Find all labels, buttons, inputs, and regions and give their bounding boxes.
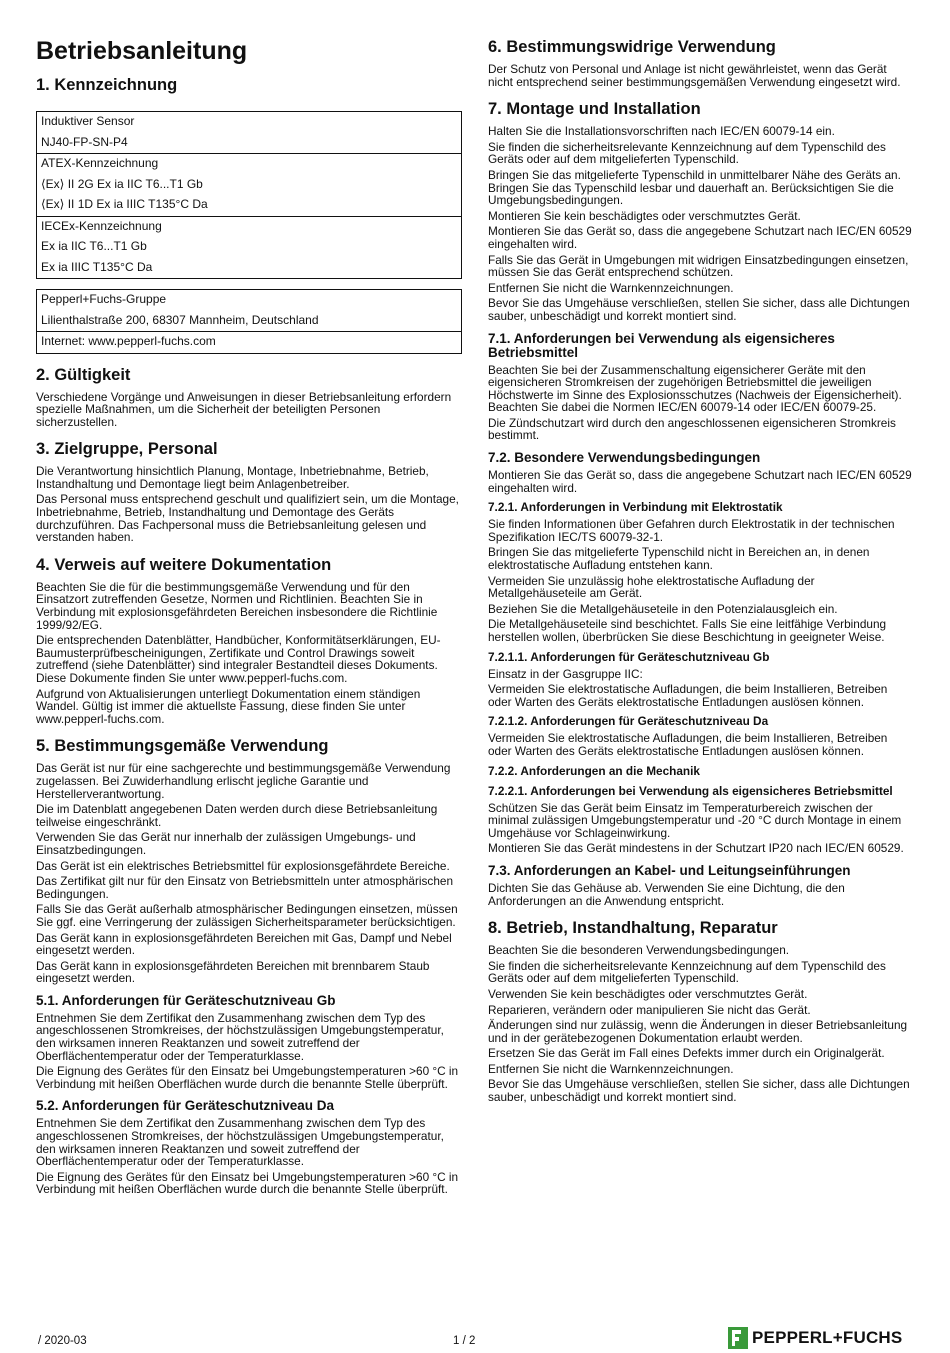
paragraph: Vermeiden Sie elektrostatische Aufladungen, die beim Installieren, Betreiben oder Warten des Geräts elektrostatische Entladungen auslösen können. xyxy=(488,682,888,709)
paragraph: Entnehmen Sie dem Zertifikat den Zusammenhang zwischen dem Typ des angeschlossenen Stromkreises, der höchstzulässigen Umgebungstemperatur, den wirksamen inneren Reaktanzen und soweit zutreffend der Oberflächentemperatur oder der Temperaturklasse. xyxy=(36,1116,444,1169)
heading-1: 1. Kennzeichnung xyxy=(36,76,178,94)
heading-7-2-1: 7.2.1. Anforderungen in Verbindung mit Elektrostatik xyxy=(488,500,783,515)
heading-7-2-1-1: 7.2.1.1. Anforderungen für Geräteschutzniveau Gb xyxy=(488,649,770,664)
table-cell-value: Lilienthalstraße 200, 68307 Mannheim, Deutschland xyxy=(41,312,319,327)
paragraph: Montieren Sie kein beschädigtes oder verschmutztes Gerät. xyxy=(488,208,801,223)
paragraph: Die Metallgehäuseteile sind beschichtet. Falls Sie eine leitfähige Verbindung herstellen wollen, überbrücken Sie diese Beschichtung in geeigneter Weise. xyxy=(488,617,887,644)
table-row xyxy=(37,332,462,354)
paragraph: Die entsprechenden Datenblätter, Handbücher, Konformitätserklärungen, EU-Baumusterprüfbescheinigungen, Zertifikate und Control Drawings soweit zutreffend (siehe Datenblätter) sind integraler Bestandteil dieses Dokuments. Diese Dokumente finden Sie unter www.pepperl-fuchs.com. xyxy=(36,633,441,685)
table-cell-label: Pepperl+Fuchs-Gruppe xyxy=(41,292,167,306)
paragraph: Einsatz in der Gasgruppe IIC: xyxy=(488,666,643,681)
paragraph: Das Personal muss entsprechend geschult und qualifiziert sein, um die Montage, Inbetriebnahme, Betrieb, Instandhaltung und Demontage des Geräts durchzuführen. Das Fachpersonal muss die Betriebsanleitung gelesen und verstanden haben. xyxy=(36,492,459,545)
footer-date: / 2020-03 xyxy=(38,1335,87,1347)
document-title: Betriebsanleitung xyxy=(36,37,248,65)
paragraph: Aufgrund von Aktualisierungen unterliegt Dokumentation einem ständigen Wandel. Gültig ist immer die aktuellste Fassung, diese finden Sie unter www.pepperl-fuchs.com. xyxy=(36,686,421,726)
paragraph: Das Gerät kann in explosionsgefährdeten Bereichen mit Gas, Dampf und Nebel eingesetzt werden. xyxy=(36,930,452,958)
footer-page-number: 1 / 2 xyxy=(453,1335,476,1347)
paragraph: Bevor Sie das Umgehäuse verschließen, stellen Sie sicher, dass alle Dichtungen sauber, unbeschädigt und korrekt montiert sind. xyxy=(488,1077,910,1105)
paragraph: Änderungen sind nur zulässig, wenn die Änderungen in dieser Betriebsanleitung und in der gerätebezogenen Dokumentation erlaubt werden. xyxy=(488,1018,908,1045)
table-row xyxy=(37,154,462,217)
paragraph: Montieren Sie das Gerät so, dass die angegebene Schutzart nach IEC/EN 60529 eingehalten wird. xyxy=(488,468,912,495)
paragraph: Beziehen Sie die Metallgehäuseteile in den Potenzialausgleich ein. xyxy=(488,601,838,616)
heading-7: 7. Montage und Installation xyxy=(488,100,701,119)
paragraph: Montieren Sie das Gerät so, dass die angegebene Schutzart nach IEC/EN 60529 eingehalten wird. xyxy=(488,224,912,251)
table-cell-label: ATEX-Kennzeichnung xyxy=(41,156,159,170)
heading-2: 2. Gültigkeit xyxy=(36,365,131,384)
paragraph: Vermeiden Sie elektrostatische Aufladungen, die beim Installieren, Betreiben oder Warten des Geräts elektrostatische Entladungen auslösen können. xyxy=(488,731,888,758)
paragraph: Falls Sie das Gerät außerhalb atmosphärischer Bedingungen einsetzen, müssen Sie ggf. eine Verringerung der zulässigen Sicherheitsparameter berücksichtigen. xyxy=(36,902,458,929)
table-cell-label: IECEx-Kennzeichnung xyxy=(41,218,162,233)
paragraph: Sie finden die sicherheitsrelevante Kennzeichnung auf dem Typenschild des Geräts oder auf dem mitgelieferten Typenschild. xyxy=(488,139,886,167)
paragraph: Die Verantwortung hinsichtlich Planung, Montage, Inbetriebnahme, Betrieb, Instandhaltung und Demontage liegt beim Anlagenbetreiber. xyxy=(36,464,429,491)
left-column xyxy=(36,0,462,1199)
table-row xyxy=(37,112,462,154)
manufacturer-table xyxy=(36,289,462,354)
paragraph: Reparieren, verändern oder manipulieren Sie nicht das Gerät. xyxy=(488,1002,811,1017)
table-cell-value: Ex ia IIIC T135°C Da xyxy=(41,259,153,274)
heading-3: 3. Zielgruppe, Personal xyxy=(36,440,218,459)
table-cell-value: NJ40-FP-SN-P4 xyxy=(41,134,128,149)
paragraph: Montieren Sie das Gerät mindestens in der Schutzart IP20 nach IEC/EN 60529. xyxy=(488,841,904,856)
brand-name: PEPPERL+FUCHS xyxy=(752,1328,903,1347)
paragraph: Verschiedene Vorgänge und Anweisungen in dieser Betriebsanleitung erfordern spezielle Maßnahmen, um die Sicherheit der beteiligten Personen sicherzustellen. xyxy=(36,389,452,429)
table-cell-value: Internet: www.pepperl-fuchs.com xyxy=(41,334,216,348)
paragraph: Beachten Sie bei der Zusammenschaltung eigensicherer Geräte mit den eigensicheren Stromkreisen der zugehörigen Betriebsmittel die jeweiligen Höchstwerte im Sinne des Explosionsschutzes (Nachweis der Eigensicherheit). Beachten Sie dabei die Normen IEC/EN 60079-14 oder IEC/EN 60079-25. xyxy=(488,362,902,415)
heading-5-2: 5.2. Anforderungen für Geräteschutzniveau Da xyxy=(36,1098,335,1114)
paragraph: Das Gerät ist ein elektrisches Betriebsmittel für explosionsgefährdete Bereiche. xyxy=(36,858,450,873)
paragraph: Bevor Sie das Umgehäuse verschließen, stellen Sie sicher, dass alle Dichtungen sauber, unbeschädigt und korrekt montiert sind. xyxy=(488,296,910,323)
paragraph: Beachten Sie die für die bestimmungsgemäße Verwendung und für den Einsatzort zutreffenden Gesetze, Normen und Richtlinien. Beachten Sie in Verbindung mit explosionsgefährdeten Bereichen insbesondere die Richtlinie 1999/92/EG. xyxy=(36,579,438,632)
paragraph: Beachten Sie die besonderen Verwendungsbedingungen. xyxy=(488,943,790,958)
paragraph: Entfernen Sie nicht die Warnkennzeichnungen. xyxy=(488,280,734,295)
table-cell-label: Induktiver Sensor xyxy=(41,114,135,128)
right-column xyxy=(488,0,914,1107)
paragraph: Das Gerät kann in explosionsgefährdeten Bereichen mit brennbarem Staub eingesetzt werden. xyxy=(36,958,430,986)
paragraph: Dichten Sie das Gehäuse ab. Verwenden Sie eine Dichtung, die den Anforderungen an die Anwendung entspricht. xyxy=(488,880,845,908)
paragraph: Sie finden Informationen über Gefahren durch Elektrostatik in der technischen Spezifikation IEC/TS 60079-32-1. xyxy=(488,517,895,544)
paragraph: Schützen Sie das Gerät beim Einsatz im Temperaturbereich zwischen der minimal zulässigen Umgebungstemperatur und -20 °C durch Montage in einem Umgehäuse vor Schlageinwirkung. xyxy=(488,800,902,840)
paragraph: Vermeiden Sie unzulässig hohe elektrostatische Aufladung der Metallgehäuseteile am Gerät. xyxy=(488,573,815,601)
table-cell-value: ⟨Ex⟩ II 1D Ex ia IIIC T135°C Da xyxy=(41,197,208,211)
paragraph: Verwenden Sie kein beschädigtes oder verschmutztes Gerät. xyxy=(488,986,808,1001)
paragraph: Die Eignung des Gerätes für den Einsatz bei Umgebungstemperaturen >60 °C in Verbindung mit heißen Oberflächen wurde durch die benannte Stelle überprüft. xyxy=(36,1064,459,1091)
paragraph: Entfernen Sie nicht die Warnkennzeichnungen. xyxy=(488,1061,734,1076)
heading-7-2-2-1: 7.2.2.1. Anforderungen bei Verwendung als eigensicheres Betriebsmittel xyxy=(488,783,893,798)
paragraph: Sie finden die sicherheitsrelevante Kennzeichnung auf dem Typenschild des Geräts oder auf dem mitgelieferten Typenschild. xyxy=(488,958,886,986)
paragraph: Halten Sie die Installationsvorschriften nach IEC/EN 60079-14 ein. xyxy=(488,124,835,139)
paragraph: Der Schutz von Personal und Anlage ist nicht gewährleistet, wenn das Gerät nicht entsprechend seiner bestimmungsgemäßen Verwendung eingesetzt wird. xyxy=(488,62,901,89)
paragraph: Die Zündschutzart wird durch den angeschlossenen eigensicheren Stromkreis bestimmt. xyxy=(488,415,896,443)
heading-5: 5. Bestimmungsgemäße Verwendung xyxy=(36,737,329,756)
heading-7-1: 7.1. Anforderungen bei Verwendung als eigensicheres Betriebsmittel xyxy=(488,330,835,360)
heading-7-2-1-2: 7.2.1.2. Anforderungen für Geräteschutzniveau Da xyxy=(488,714,769,729)
paragraph: Die Eignung des Gerätes für den Einsatz bei Umgebungstemperaturen >60 °C in Verbindung mit heißen Oberflächen wurde durch die benannte Stelle überprüft. xyxy=(36,1169,459,1197)
heading-8: 8. Betrieb, Instandhaltung, Reparatur xyxy=(488,919,778,938)
table-row xyxy=(37,290,462,332)
paragraph: Die im Datenblatt angegebenen Daten werden durch diese Betriebsanleitung teilweise eingeschränkt. xyxy=(36,802,438,829)
heading-7-2: 7.2. Besondere Verwendungsbedingungen xyxy=(488,450,761,466)
paragraph: Entnehmen Sie dem Zertifikat den Zusammenhang zwischen dem Typ des angeschlossenen Stromkreises, der höchstzulässigen Umgebungstemperatur, den wirksamen inneren Reaktanzen und soweit zutreffend der Oberflächentemperatur oder der Temperaturklasse. xyxy=(36,1010,444,1063)
paragraph: Verwenden Sie das Gerät nur innerhalb der zulässigen Umgebungs- und Einsatzbedingungen. xyxy=(36,830,416,857)
paragraph: Falls Sie das Gerät in Umgebungen mit widrigen Einsatzbedingungen einsetzen, müssen Sie das Gerät entsprechend schützen. xyxy=(488,252,909,280)
brand-logo xyxy=(728,1326,902,1350)
paragraph: Ersetzen Sie das Gerät im Fall eines Defekts immer durch ein Originalgerät. xyxy=(488,1046,885,1061)
paragraph: Bringen Sie das mitgelieferte Typenschild nicht in Bereichen an, in denen elektrostatische Aufladung entstehen kann. xyxy=(488,545,870,573)
paragraph: Das Zertifikat gilt nur für den Einsatz von Betriebsmitteln unter atmosphärischen Bedingungen. xyxy=(36,874,454,901)
heading-5-1: 5.1. Anforderungen für Geräteschutzniveau Gb xyxy=(36,992,336,1008)
heading-7-3: 7.3. Anforderungen an Kabel- und Leitungseinführungen xyxy=(488,862,851,878)
table-cell-value: ⟨Ex⟩ II 2G Ex ia IIC T6...T1 Gb xyxy=(41,176,203,191)
heading-7-2-2: 7.2.2. Anforderungen an die Mechanik xyxy=(488,763,700,778)
table-cell-value: Ex ia IIC T6...T1 Gb xyxy=(41,239,147,253)
pf-logo-icon xyxy=(728,1327,748,1349)
heading-4: 4. Verweis auf weitere Dokumentation xyxy=(36,555,332,574)
table-row xyxy=(37,216,462,279)
heading-6: 6. Bestimmungswidrige Verwendung xyxy=(488,38,776,56)
identification-table xyxy=(36,111,462,279)
paragraph: Bringen Sie das mitgelieferte Typenschild in unmittelbarer Nähe des Geräts an. Bringen Sie das Typenschild lesbar und dauerhaft an. Berücksichtigen Sie die Umgebungsbedingungen. xyxy=(488,167,901,208)
paragraph: Das Gerät ist nur für eine sachgerechte und bestimmungsgemäße Verwendung zugelassen. Bei Zuwiderhandlung erlischt jegliche Garantie und Herstellerverantwortung. xyxy=(36,761,451,801)
